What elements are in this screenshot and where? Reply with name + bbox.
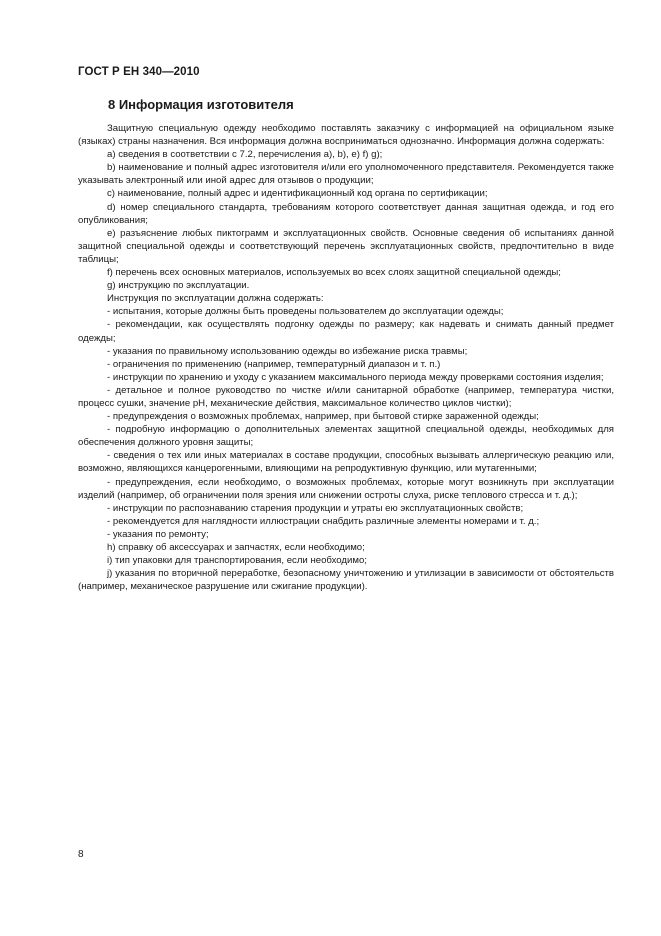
instruction-item: - предупреждения, если необходимо, о возможных проблемах, которые могут возникнуть при эксплуатации изделий (например, об ограничении поля зрения или снижении остроты слуха, риске теплового стресса и т. д.);	[78, 476, 614, 501]
list-item-g: g) инструкцию по эксплуатации.	[107, 280, 250, 292]
instruction-item: - подробную информацию о дополнительных элементах защитной специальной одежды, необходимых для обеспечения должного уровня защиты;	[78, 424, 614, 449]
instructions-intro: Инструкция по эксплуатации должна содержать:	[107, 293, 324, 305]
instruction-item: - инструкции по хранению и уходу с указанием максимального периода между проверками состояния изделия;	[107, 371, 604, 383]
list-item-b: b) наименование и полный адрес изготовителя и/или его уполномоченного представителя. Рекомендуется также указывать электронный или иной адрес для отзывов о продукции;	[78, 162, 614, 187]
section-body	[78, 122, 614, 593]
instruction-item: - рекомендации, как осуществлять подгонку одежды по размеру; как надевать и снимать данный предмет одежды;	[78, 319, 614, 344]
section-title: 8 Информация изготовителя	[108, 97, 294, 112]
list-item-h: h) справку об аксессуарах и запчастях, если необходимо;	[107, 542, 365, 553]
instruction-item: - предупреждения о возможных проблемах, например, при бытовой стирке зараженной одежды;	[107, 411, 539, 423]
intro-paragraph: Защитную специальную одежду необходимо поставлять заказчику с информацией на официальном языке (языках) страны назначения. Вся информация должна восприниматься однозначно. Информация должна содержать:	[78, 123, 614, 148]
list-item-j: j) указания по вторичной переработке, безопасному уничтожению и утилизации в зависимости от обстоятельств (например, механическое разрушение или сжигание продукции).	[78, 568, 614, 593]
list-item-c: c) наименование, полный адрес и идентификационный код органа по сертификации;	[107, 188, 488, 200]
list-item-f: f) перечень всех основных материалов, используемых во всех слоях защитной специальной одежды;	[107, 267, 561, 279]
list-item-e: e) разъяснение любых пиктограмм и эксплуатационных свойств. Основные сведения об испытаниях данной защитной специальной одежды и соответствующий перечень эксплуатационных свойств, предпочтительно в виде таблицы;	[78, 227, 614, 265]
list-item-a: a) сведения в соответствии с 7.2, перечисления a), b), e) f) g);	[107, 149, 383, 161]
page-number: 8	[78, 849, 84, 860]
instruction-item: - рекомендуется для наглядности иллюстрации снабдить различные элементы номерами и т. д.;	[107, 515, 540, 527]
instruction-item: - ограничения по применению (например, температурный диапазон и т. п.)	[107, 358, 441, 370]
document-header: ГОСТ Р ЕН 340—2010	[78, 66, 200, 78]
instruction-item: - инструкции по распознаванию старения продукции и утраты ею эксплуатационных свойств;	[107, 502, 524, 514]
instruction-item: - сведения о тех или иных материалах в составе продукции, способных вызывать аллергическую реакцию или, возможно, являющихся канцерогенными, влияющими на репродуктивную функцию, или мутагенными;	[78, 450, 614, 475]
instruction-item: - указания по правильному использованию одежды во избежание риска травмы;	[107, 345, 468, 357]
list-item-i: i) тип упаковки для транспортирования, если необходимо;	[107, 555, 367, 567]
list-item-d: d) номер специального стандарта, требованиям которого соответствует данная защитная одежда, и год его опубликования;	[78, 201, 614, 226]
instruction-item: - указания по ремонту;	[107, 528, 209, 540]
instruction-item: - испытания, которые должны быть проведены пользователем до эксплуатации одежды;	[107, 306, 504, 318]
instruction-item: - детальное и полное руководство по чистке и/или санитарной обработке (например, температура чистки, процесс сушки, значение pH, механические действия, максимальное количество циклов чистки);	[78, 384, 614, 409]
